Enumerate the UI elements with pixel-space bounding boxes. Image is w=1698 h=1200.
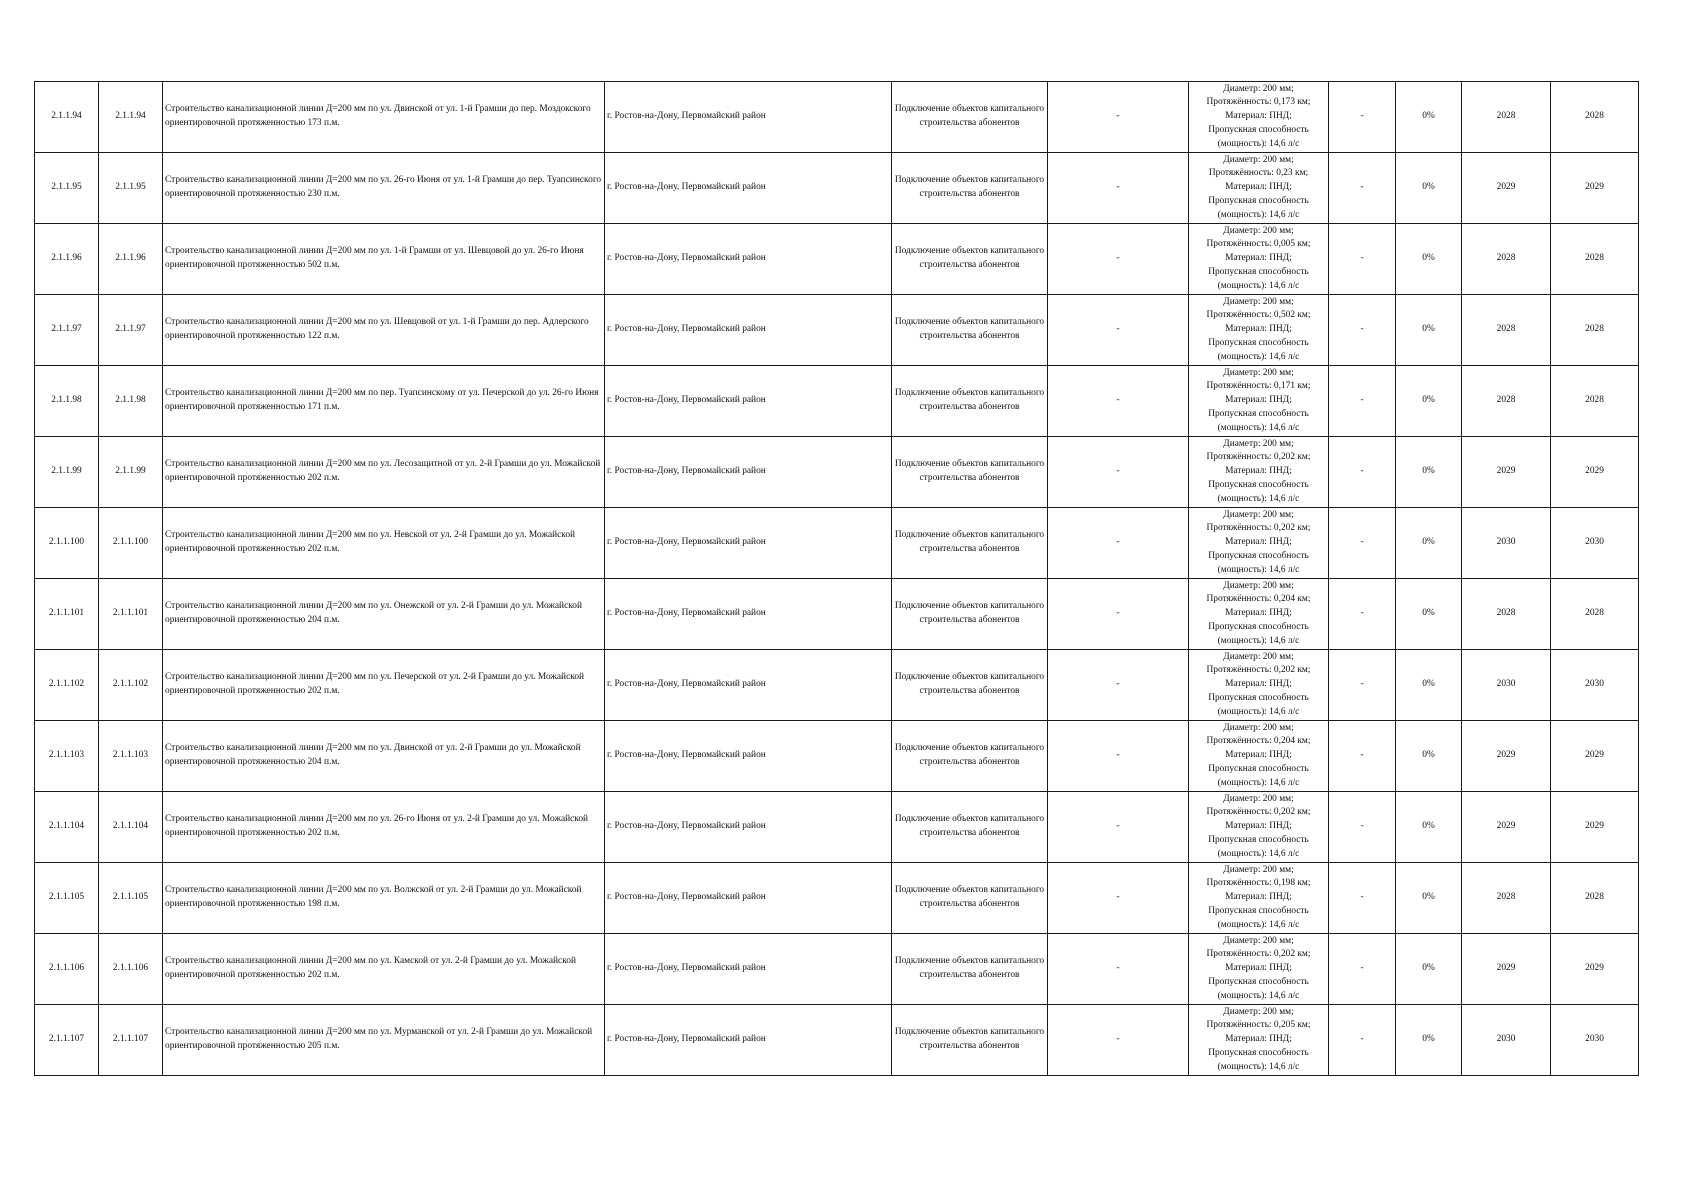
row-parameters [1189, 792, 1329, 863]
param-capacity-label: Пропускная способность [1208, 479, 1309, 490]
row-dash-2: - [1329, 934, 1396, 1005]
param-material: Материал: ПНД; [1225, 395, 1292, 406]
param-capacity-label: Пропускная способность [1208, 621, 1309, 632]
table-row [35, 721, 1639, 792]
row-year-start: 2030 [1462, 508, 1551, 579]
row-description: Строительство канализационной линии Д=200 мм по ул. 26-го Июня от ул. 1-й Грамши до пер. Туапсинского ориентировочной протяженностью 230 п.м. [163, 153, 605, 224]
investment-table [34, 81, 1639, 1076]
param-capacity-label: Пропускная способность [1208, 1047, 1309, 1058]
param-length: Протяжённость: 0,202 км; [1206, 523, 1311, 534]
row-year-start: 2030 [1462, 1005, 1551, 1076]
row-code: 2.1.1.102 [99, 650, 163, 721]
param-length: Протяжённость: 0,173 км; [1206, 97, 1311, 108]
row-year-end: 2029 [1551, 437, 1639, 508]
row-location: г. Ростов-на-Дону, Первомайский район [605, 934, 892, 1005]
row-purpose: Подключение объектов капитального строительства абонентов [892, 721, 1048, 792]
row-code: 2.1.1.106 [99, 934, 163, 1005]
row-year-end: 2029 [1551, 721, 1639, 792]
param-capacity-label: Пропускная способность [1208, 195, 1309, 206]
table-row [35, 579, 1639, 650]
row-purpose: Подключение объектов капитального строительства абонентов [892, 437, 1048, 508]
row-description: Строительство канализационной линии Д=200 мм по пер. Туапсинскому от ул. Печерской до ул. 26-го Июня ориентировочной протяженностью 171 п.м. [163, 366, 605, 437]
param-length: Протяжённость: 0,23 км; [1208, 168, 1309, 179]
row-year-end: 2030 [1551, 508, 1639, 579]
row-number: 2.1.1.102 [35, 650, 99, 721]
row-code: 2.1.1.104 [99, 792, 163, 863]
param-material: Материал: ПНД; [1225, 111, 1292, 122]
row-purpose: Подключение объектов капитального строительства абонентов [892, 863, 1048, 934]
row-description: Строительство канализационной линии Д=200 мм по ул. Мурманской от ул. 2-й Грамши до ул. Можайской ориентировочной протяженностью 205 п.м. [163, 1005, 605, 1076]
table-row [35, 366, 1639, 437]
row-year-end: 2029 [1551, 792, 1639, 863]
table-row [35, 508, 1639, 579]
row-dash-2: - [1329, 579, 1396, 650]
table-row [35, 295, 1639, 366]
row-location: г. Ростов-на-Дону, Первомайский район [605, 1005, 892, 1076]
row-purpose: Подключение объектов капитального строительства абонентов [892, 650, 1048, 721]
param-material: Материал: ПНД; [1225, 608, 1292, 619]
row-purpose: Подключение объектов капитального строительства абонентов [892, 934, 1048, 1005]
row-parameters [1189, 437, 1329, 508]
param-capacity-label: Пропускная способность [1208, 905, 1309, 916]
row-year-end: 2028 [1551, 863, 1639, 934]
row-location: г. Ростов-на-Дону, Первомайский район [605, 650, 892, 721]
param-capacity-value: (мощность): 14,6 л/с [1217, 351, 1300, 362]
param-length: Протяжённость: 0,204 км; [1206, 594, 1311, 605]
row-description: Строительство канализационной линии Д=200 мм по ул. 1-й Грамши от ул. Шевцовой до ул. 26-го Июня ориентировочной протяженностью 502 п.м. [163, 224, 605, 295]
row-year-end: 2028 [1551, 295, 1639, 366]
row-dash-2: - [1329, 508, 1396, 579]
row-dash-1: - [1048, 366, 1189, 437]
param-capacity-value: (мощность): 14,6 л/с [1217, 280, 1300, 291]
param-capacity-label: Пропускная способность [1208, 337, 1309, 348]
row-year-end: 2029 [1551, 153, 1639, 224]
param-material: Материал: ПНД; [1225, 253, 1292, 264]
table-row [35, 224, 1639, 295]
param-capacity-value: (мощность): 14,6 л/с [1217, 493, 1300, 504]
row-percent: 0% [1396, 579, 1462, 650]
row-location: г. Ростов-на-Дону, Первомайский район [605, 579, 892, 650]
row-purpose: Подключение объектов капитального строительства абонентов [892, 295, 1048, 366]
param-material: Материал: ПНД; [1225, 324, 1292, 335]
row-purpose: Подключение объектов капитального строительства абонентов [892, 82, 1048, 153]
row-year-end: 2029 [1551, 934, 1639, 1005]
row-percent: 0% [1396, 863, 1462, 934]
row-parameters [1189, 1005, 1329, 1076]
param-diameter: Диаметр: 200 мм; [1223, 438, 1294, 449]
row-year-start: 2028 [1462, 366, 1551, 437]
row-number: 2.1.1.96 [35, 224, 99, 295]
row-parameters [1189, 579, 1329, 650]
param-capacity-value: (мощность): 14,6 л/с [1217, 706, 1300, 717]
row-percent: 0% [1396, 153, 1462, 224]
row-purpose: Подключение объектов капитального строительства абонентов [892, 1005, 1048, 1076]
row-year-start: 2028 [1462, 863, 1551, 934]
param-capacity-value: (мощность): 14,6 л/с [1217, 209, 1300, 220]
param-material: Материал: ПНД; [1225, 466, 1292, 477]
row-location: г. Ростов-на-Дону, Первомайский район [605, 508, 892, 579]
row-location: г. Ростов-на-Дону, Первомайский район [605, 153, 892, 224]
param-diameter: Диаметр: 200 мм; [1223, 722, 1294, 733]
row-purpose: Подключение объектов капитального строительства абонентов [892, 153, 1048, 224]
row-description: Строительство канализационной линии Д=200 мм по ул. Невской от ул. 2-й Грамши до ул. Можайской ориентировочной протяженностью 202 п.м. [163, 508, 605, 579]
param-capacity-value: (мощность): 14,6 л/с [1217, 1061, 1300, 1072]
row-parameters [1189, 650, 1329, 721]
table-row [35, 792, 1639, 863]
row-year-start: 2028 [1462, 295, 1551, 366]
row-description: Строительство канализационной линии Д=200 мм по ул. Двинской от ул. 1-й Грамши до пер. Моздокского ориентировочной протяженностью 173 п.м. [163, 82, 605, 153]
row-year-start: 2029 [1462, 721, 1551, 792]
row-description: Строительство канализационной линии Д=200 мм по ул. Двинской от ул. 2-й Грамши до ул. Можайской ориентировочной протяженностью 204 п.м. [163, 721, 605, 792]
row-dash-2: - [1329, 82, 1396, 153]
row-dash-1: - [1048, 792, 1189, 863]
row-dash-1: - [1048, 508, 1189, 579]
row-location: г. Ростов-на-Дону, Первомайский район [605, 366, 892, 437]
row-dash-2: - [1329, 721, 1396, 792]
row-code: 2.1.1.105 [99, 863, 163, 934]
param-diameter: Диаметр: 200 мм; [1223, 225, 1294, 236]
row-number: 2.1.1.97 [35, 295, 99, 366]
param-capacity-value: (мощность): 14,6 л/с [1217, 635, 1300, 646]
param-capacity-value: (мощность): 14,6 л/с [1217, 919, 1300, 930]
row-dash-1: - [1048, 153, 1189, 224]
row-dash-1: - [1048, 224, 1189, 295]
param-capacity-value: (мощность): 14,6 л/с [1217, 564, 1300, 575]
param-material: Материал: ПНД; [1225, 537, 1292, 548]
param-diameter: Диаметр: 200 мм; [1223, 793, 1294, 804]
row-year-end: 2030 [1551, 1005, 1639, 1076]
param-length: Протяжённость: 0,202 км; [1206, 807, 1311, 818]
param-capacity-label: Пропускная способность [1208, 692, 1309, 703]
row-year-start: 2028 [1462, 579, 1551, 650]
param-diameter: Диаметр: 200 мм; [1223, 580, 1294, 591]
row-parameters [1189, 295, 1329, 366]
param-length: Протяжённость: 0,202 км; [1206, 949, 1311, 960]
param-diameter: Диаметр: 200 мм; [1223, 651, 1294, 662]
row-number: 2.1.1.106 [35, 934, 99, 1005]
row-code: 2.1.1.98 [99, 366, 163, 437]
param-capacity-value: (мощность): 14,6 л/с [1217, 990, 1300, 1001]
row-location: г. Ростов-на-Дону, Первомайский район [605, 224, 892, 295]
param-capacity-value: (мощность): 14,6 л/с [1217, 848, 1300, 859]
param-diameter: Диаметр: 200 мм; [1223, 1006, 1294, 1017]
row-dash-2: - [1329, 792, 1396, 863]
param-diameter: Диаметр: 200 мм; [1223, 367, 1294, 378]
param-diameter: Диаметр: 200 мм; [1223, 296, 1294, 307]
row-year-end: 2028 [1551, 366, 1639, 437]
param-length: Протяжённость: 0,204 км; [1206, 736, 1311, 747]
row-parameters [1189, 508, 1329, 579]
param-diameter: Диаметр: 200 мм; [1223, 83, 1294, 94]
row-year-start: 2029 [1462, 437, 1551, 508]
row-dash-2: - [1329, 153, 1396, 224]
row-code: 2.1.1.95 [99, 153, 163, 224]
row-purpose: Подключение объектов капитального строительства абонентов [892, 508, 1048, 579]
param-capacity-label: Пропускная способность [1208, 834, 1309, 845]
row-year-end: 2028 [1551, 579, 1639, 650]
row-location: г. Ростов-на-Дону, Первомайский район [605, 792, 892, 863]
param-diameter: Диаметр: 200 мм; [1223, 864, 1294, 875]
row-percent: 0% [1396, 295, 1462, 366]
row-dash-1: - [1048, 82, 1189, 153]
row-year-start: 2028 [1462, 82, 1551, 153]
table-row [35, 437, 1639, 508]
row-percent: 0% [1396, 224, 1462, 295]
param-capacity-label: Пропускная способность [1208, 763, 1309, 774]
row-dash-2: - [1329, 366, 1396, 437]
param-material: Материал: ПНД; [1225, 182, 1292, 193]
param-capacity-label: Пропускная способность [1208, 266, 1309, 277]
row-description: Строительство канализационной линии Д=200 мм по ул. Волжской от ул. 2-й Грамши до ул. Можайской ориентировочной протяженностью 198 п.м. [163, 863, 605, 934]
row-dash-1: - [1048, 295, 1189, 366]
param-capacity-label: Пропускная способность [1208, 408, 1309, 419]
row-year-start: 2029 [1462, 934, 1551, 1005]
row-description: Строительство канализационной линии Д=200 мм по ул. Онежской от ул. 2-й Грамши до ул. Можайской ориентировочной протяженностью 204 п.м. [163, 579, 605, 650]
row-number: 2.1.1.101 [35, 579, 99, 650]
row-number: 2.1.1.104 [35, 792, 99, 863]
row-code: 2.1.1.99 [99, 437, 163, 508]
table-row [35, 650, 1639, 721]
row-code: 2.1.1.94 [99, 82, 163, 153]
param-material: Материал: ПНД; [1225, 679, 1292, 690]
row-code: 2.1.1.96 [99, 224, 163, 295]
row-number: 2.1.1.100 [35, 508, 99, 579]
row-code: 2.1.1.107 [99, 1005, 163, 1076]
row-percent: 0% [1396, 721, 1462, 792]
table-row [35, 153, 1639, 224]
table-row [35, 1005, 1639, 1076]
row-dash-1: - [1048, 721, 1189, 792]
table-row [35, 82, 1639, 153]
param-capacity-label: Пропускная способность [1208, 550, 1309, 561]
row-year-start: 2028 [1462, 224, 1551, 295]
row-percent: 0% [1396, 792, 1462, 863]
row-purpose: Подключение объектов капитального строительства абонентов [892, 224, 1048, 295]
row-year-start: 2029 [1462, 153, 1551, 224]
row-dash-2: - [1329, 650, 1396, 721]
row-code: 2.1.1.97 [99, 295, 163, 366]
row-number: 2.1.1.105 [35, 863, 99, 934]
param-length: Протяжённость: 0,502 км; [1206, 310, 1311, 321]
param-material: Материал: ПНД; [1225, 892, 1292, 903]
row-dash-1: - [1048, 437, 1189, 508]
param-length: Протяжённость: 0,005 км; [1206, 239, 1311, 250]
row-number: 2.1.1.95 [35, 153, 99, 224]
row-code: 2.1.1.101 [99, 579, 163, 650]
param-length: Протяжённость: 0,202 км; [1206, 452, 1311, 463]
row-location: г. Ростов-на-Дону, Первомайский район [605, 863, 892, 934]
row-year-start: 2029 [1462, 792, 1551, 863]
row-location: г. Ростов-на-Дону, Первомайский район [605, 82, 892, 153]
row-code: 2.1.1.103 [99, 721, 163, 792]
row-purpose: Подключение объектов капитального строительства абонентов [892, 366, 1048, 437]
param-material: Материал: ПНД; [1225, 963, 1292, 974]
row-description: Строительство канализационной линии Д=200 мм по ул. 26-го Июня от ул. 2-й Грамши до ул. Можайской ориентировочной протяженностью 202 п.м. [163, 792, 605, 863]
row-dash-2: - [1329, 1005, 1396, 1076]
row-description: Строительство канализационной линии Д=200 мм по ул. Печерской от ул. 2-й Грамши до ул. Можайской ориентировочной протяженностью 202 п.м. [163, 650, 605, 721]
table-row [35, 934, 1639, 1005]
table-row [35, 863, 1639, 934]
row-parameters [1189, 366, 1329, 437]
row-percent: 0% [1396, 650, 1462, 721]
param-length: Протяжённость: 0,202 км; [1206, 665, 1311, 676]
param-length: Протяжённость: 0,171 км; [1206, 381, 1311, 392]
row-year-end: 2030 [1551, 650, 1639, 721]
row-dash-2: - [1329, 295, 1396, 366]
row-parameters [1189, 153, 1329, 224]
param-material: Материал: ПНД; [1225, 750, 1292, 761]
param-capacity-value: (мощность): 14,6 л/с [1217, 138, 1300, 149]
row-purpose: Подключение объектов капитального строительства абонентов [892, 792, 1048, 863]
param-length: Протяжённость: 0,198 км; [1206, 878, 1311, 889]
document-sheet [34, 81, 1639, 1076]
row-dash-2: - [1329, 863, 1396, 934]
row-year-start: 2030 [1462, 650, 1551, 721]
param-material: Материал: ПНД; [1225, 821, 1292, 832]
row-number: 2.1.1.103 [35, 721, 99, 792]
row-parameters [1189, 224, 1329, 295]
param-diameter: Диаметр: 200 мм; [1223, 154, 1294, 165]
param-capacity-value: (мощность): 14,6 л/с [1217, 422, 1300, 433]
row-description: Строительство канализационной линии Д=200 мм по ул. Лесозащитной от ул. 2-й Грамши до ул. Можайской ориентировочной протяженностью 202 п.м. [163, 437, 605, 508]
table-body [35, 82, 1639, 1076]
row-dash-1: - [1048, 1005, 1189, 1076]
row-percent: 0% [1396, 508, 1462, 579]
row-percent: 0% [1396, 437, 1462, 508]
row-number: 2.1.1.98 [35, 366, 99, 437]
param-material: Материал: ПНД; [1225, 1034, 1292, 1045]
row-description: Строительство канализационной линии Д=200 мм по ул. Камской от ул. 2-й Грамши до ул. Можайской ориентировочной протяженностью 202 п.м. [163, 934, 605, 1005]
param-capacity-label: Пропускная способность [1208, 976, 1309, 987]
row-purpose: Подключение объектов капитального строительства абонентов [892, 579, 1048, 650]
row-parameters [1189, 863, 1329, 934]
row-dash-1: - [1048, 650, 1189, 721]
row-parameters [1189, 82, 1329, 153]
row-code: 2.1.1.100 [99, 508, 163, 579]
row-number: 2.1.1.94 [35, 82, 99, 153]
row-parameters [1189, 934, 1329, 1005]
row-location: г. Ростов-на-Дону, Первомайский район [605, 721, 892, 792]
row-percent: 0% [1396, 934, 1462, 1005]
row-percent: 0% [1396, 82, 1462, 153]
row-percent: 0% [1396, 366, 1462, 437]
row-location: г. Ростов-на-Дону, Первомайский район [605, 295, 892, 366]
row-number: 2.1.1.107 [35, 1005, 99, 1076]
param-capacity-label: Пропускная способность [1208, 124, 1309, 135]
row-location: г. Ростов-на-Дону, Первомайский район [605, 437, 892, 508]
row-dash-1: - [1048, 863, 1189, 934]
row-number: 2.1.1.99 [35, 437, 99, 508]
row-year-end: 2028 [1551, 82, 1639, 153]
row-year-end: 2028 [1551, 224, 1639, 295]
row-dash-2: - [1329, 224, 1396, 295]
row-dash-1: - [1048, 934, 1189, 1005]
row-parameters [1189, 721, 1329, 792]
row-dash-2: - [1329, 437, 1396, 508]
param-length: Протяжённость: 0,205 км; [1206, 1020, 1311, 1031]
param-diameter: Диаметр: 200 мм; [1223, 509, 1294, 520]
row-percent: 0% [1396, 1005, 1462, 1076]
row-dash-1: - [1048, 579, 1189, 650]
param-capacity-value: (мощность): 14,6 л/с [1217, 777, 1300, 788]
param-diameter: Диаметр: 200 мм; [1223, 935, 1294, 946]
row-description: Строительство канализационной линии Д=200 мм по ул. Шевцовой от ул. 1-й Грамши до пер. Адлерского ориентировочной протяженностью 122 п.м. [163, 295, 605, 366]
